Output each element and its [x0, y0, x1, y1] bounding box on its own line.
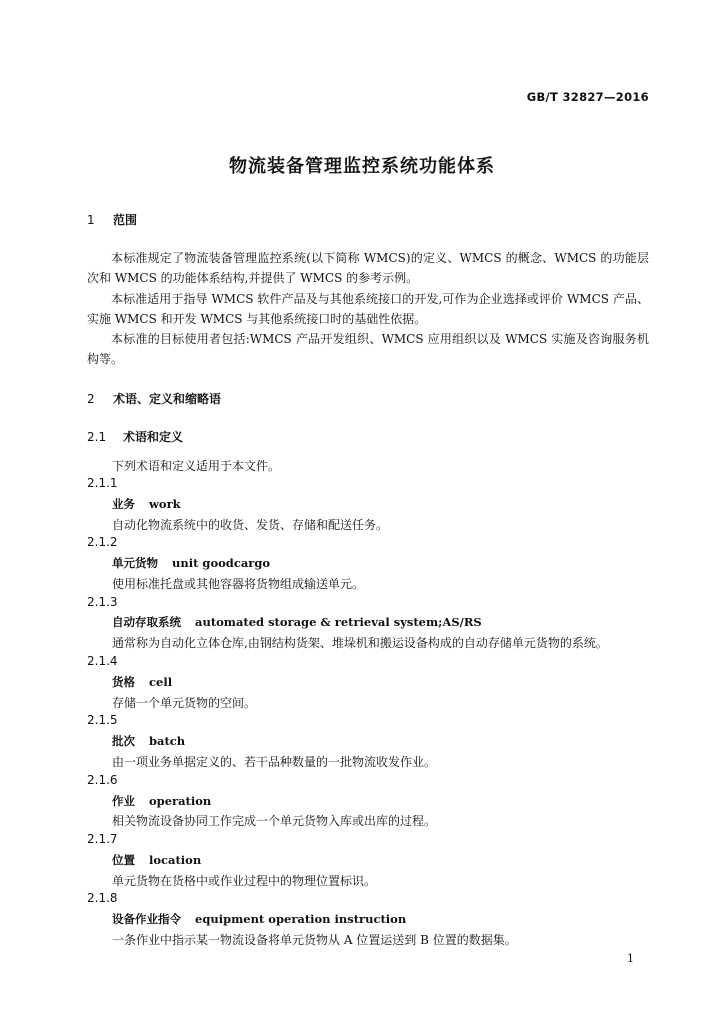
term-heading	[112, 614, 482, 630]
term-zh: 设备作业指令	[112, 912, 181, 926]
term-definition: 通常称为自动化立体仓库,由钢结构货架、堆垛机和搬运设备构成的自动存储单元货物的系统。	[112, 636, 608, 650]
section-2-number: 2	[87, 392, 95, 406]
section-2-heading	[87, 390, 221, 407]
term-heading	[112, 555, 270, 571]
term-heading	[112, 733, 185, 749]
scope-paragraph-3: 本标准的目标使用者包括:WMCS 产品开发组织、WMCS 应用组织以及 WMCS 实施及咨询服务机构等。	[87, 332, 649, 366]
term-en: automated storage & retrieval system;AS/RS	[195, 615, 482, 629]
section-2-title: 术语、定义和缩略语	[113, 392, 222, 406]
standard-number: GB/T 32827—2016	[526, 90, 649, 104]
term-number: 2.1.1	[87, 476, 118, 490]
term-en: batch	[149, 734, 186, 748]
terms-intro: 下列术语和定义适用于本文件。	[112, 459, 281, 473]
term-zh: 自动存取系统	[112, 615, 181, 629]
term-en: location	[149, 853, 202, 867]
term-zh: 货格	[112, 675, 135, 689]
term-definition: 由一项业务单据定义的、若干品种数量的一批物流收发作业。	[112, 755, 437, 769]
term-heading	[112, 496, 181, 512]
term-definition: 单元货物在货格中或作业过程中的物理位置标识。	[112, 874, 377, 888]
term-heading	[112, 793, 211, 809]
term-heading	[112, 674, 172, 690]
term-number: 2.1.7	[87, 832, 118, 846]
term-en: unit goodcargo	[172, 556, 271, 570]
term-zh: 业务	[112, 497, 135, 511]
term-number: 2.1.3	[87, 595, 118, 609]
section-1-number: 1	[87, 213, 95, 227]
term-definition: 使用标准托盘或其他容器将货物组成输送单元。	[112, 577, 365, 591]
term-en: work	[149, 497, 181, 511]
term-zh: 位置	[112, 853, 135, 867]
term-zh: 作业	[112, 794, 135, 808]
term-number: 2.1.2	[87, 535, 118, 549]
term-definition: 一条作业中指示某一物流设备将单元货物从 A 位置运送到 B 位置的数据集。	[112, 933, 517, 947]
term-zh: 单元货物	[112, 556, 158, 570]
section-2-1-title: 术语和定义	[123, 430, 184, 444]
page-number: 1	[627, 952, 634, 965]
term-en: cell	[149, 675, 173, 689]
term-number: 2.1.5	[87, 713, 118, 727]
document-title: 物流装备管理监控系统功能体系	[229, 156, 495, 177]
term-zh: 批次	[112, 734, 135, 748]
term-number: 2.1.8	[87, 891, 118, 905]
term-definition: 相关物流设备协同工作完成一个单元货物入库或出库的过程。	[112, 814, 437, 828]
section-2-1-number: 2.1	[87, 430, 107, 444]
term-number: 2.1.4	[87, 654, 118, 668]
section-1-title: 范围	[113, 213, 138, 227]
term-definition: 存储一个单元货物的空间。	[112, 696, 257, 710]
section-1-heading	[87, 211, 137, 228]
term-en: operation	[149, 794, 212, 808]
scope-paragraph-2: 本标准适用于指导 WMCS 软件产品及与其他系统接口的开发,可作为企业选择或评价 WMCS 产品、实施 WMCS 和开发 WMCS 与其他系统接口时的基础性依据。	[87, 292, 649, 326]
term-en: equipment operation instruction	[195, 912, 407, 926]
term-definition: 自动化物流系统中的收货、发货、存储和配送任务。	[112, 518, 389, 532]
section-2-1-heading	[87, 428, 183, 445]
term-heading	[112, 911, 406, 927]
term-number: 2.1.6	[87, 773, 118, 787]
scope-paragraph-1: 本标准规定了物流装备管理监控系统(以下简称 WMCS)的定义、WMCS 的概念、WMCS 的功能层次和 WMCS 的功能体系结构,并提供了 WMCS 的参考示例。	[87, 251, 649, 285]
term-heading	[112, 852, 201, 868]
